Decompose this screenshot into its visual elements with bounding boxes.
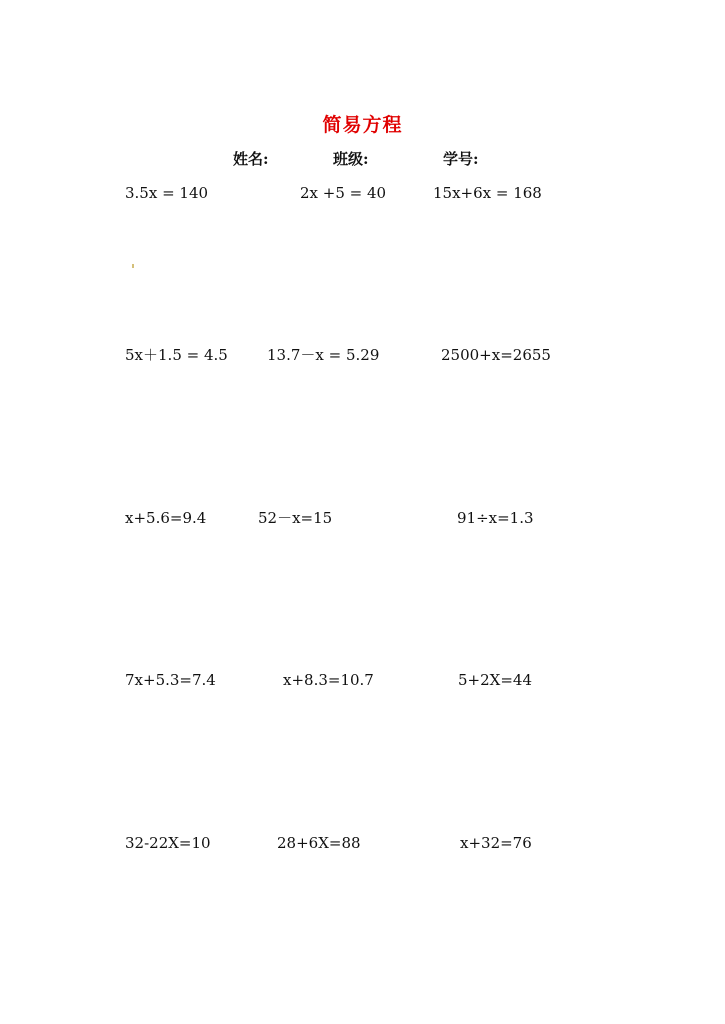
- equation-4-1: 7x+5.3=7.4: [125, 671, 216, 689]
- equation-3-2: 52－x=15: [258, 509, 333, 527]
- student-id-label: 学号:: [443, 150, 479, 168]
- equation-4-2: x+8.3=10.7: [283, 671, 374, 689]
- student-info-row: [0, 148, 725, 170]
- equation-5-3: x+32=76: [460, 834, 532, 852]
- stray-mark: [132, 264, 134, 268]
- class-label: 班级:: [333, 150, 369, 168]
- equation-5-1: 32-22X=10: [125, 834, 211, 852]
- equation-5-2: 28+6X=88: [277, 834, 361, 852]
- equation-2-2: 13.7－x = 5.29: [267, 346, 380, 364]
- equation-3-1: x+5.6=9.4: [125, 509, 207, 527]
- equation-4-3: 5+2X=44: [458, 671, 532, 689]
- equation-1-3: 15x+6x = 168: [433, 184, 542, 202]
- equation-2-1: 5x＋1.5 = 4.5: [125, 346, 228, 364]
- name-label: 姓名:: [233, 150, 269, 168]
- equation-1-2: 2x +5 = 40: [300, 184, 387, 202]
- worksheet-title: 简易方程: [322, 114, 403, 136]
- equation-1-1: 3.5x = 140: [125, 184, 209, 202]
- equation-2-3: 2500+x=2655: [441, 346, 551, 364]
- equation-3-3: 91÷x=1.3: [457, 509, 534, 527]
